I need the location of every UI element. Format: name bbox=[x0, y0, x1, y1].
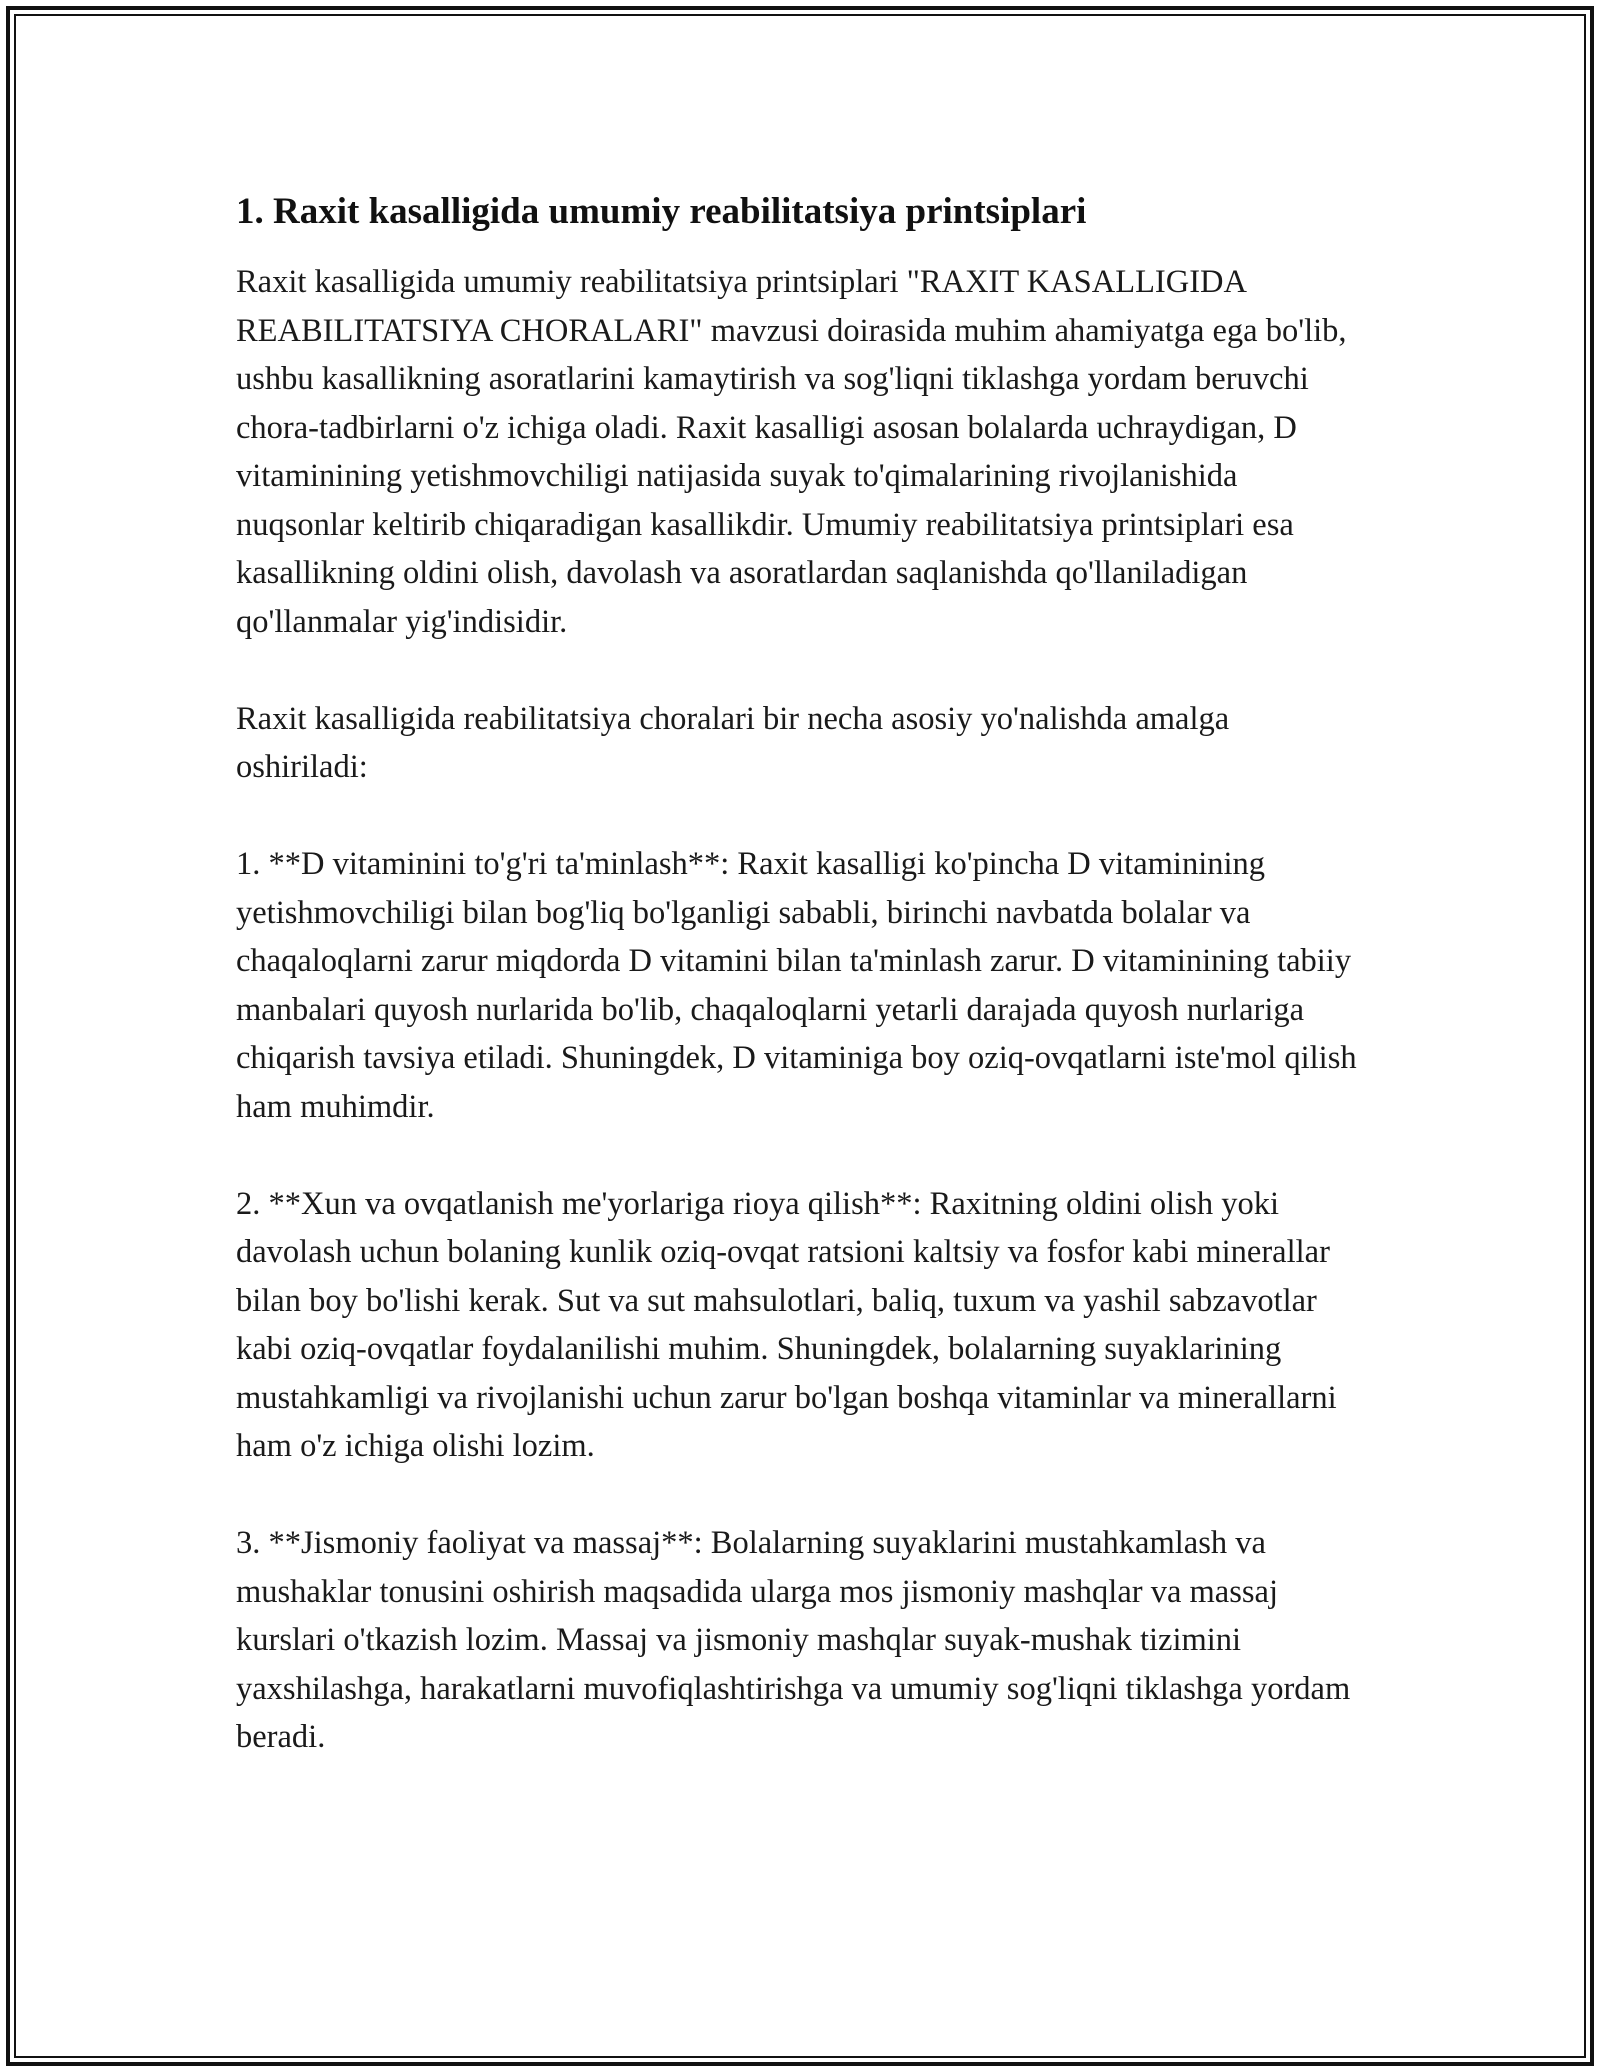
paragraph-directions: Raxit kasalligida reabilitatsiya choralari bir necha asosiy yo'nalishda amalga oshiriladi: bbox=[236, 700, 1230, 785]
list-item-nutrition: 2. **Xun va ovqatlanish me'yorlariga rioya qilish**: Raxitning oldini olish yoki davolash uchun bolaning kunlik oziq-ovqat ratsioni kaltsiy va fosfor kabi minerallar bilan boy bo'lishi kerak. Sut va sut mahsulotlari, baliq, tuxum va yashil sabzavotlar kabi oziq-ovqatlar foydalanilishi muhim. Shuningdek, bolalarning suyaklarining mustahkamligi va rivojlanishi uchun zarur bo'lgan boshqa vitaminlar va minerallarni ham o'z ichiga olishi lozim. bbox=[236, 1185, 1337, 1464]
paragraph-intro: Raxit kasalligida umumiy reabilitatsiya printsiplari "RAXIT KASALLIGIDA REABILITATSIYA CHORALARI" mavzusi doirasida muhim ahamiyatga ega bo'lib, ushbu kasallikning asoratlarini kamaytirish va sog'liqni tiklashga yordam beruvchi chora-tadbirlarni o'z ichiga oladi. Raxit kasalligi asosan bolalarda uchraydigan, D vitaminining yetishmovchiligi natijasida suyak to'qimalarining rivojlanishida nuqsonlar keltirib chiqaradigan kasallikdir. Umumiy reabilitatsiya printsiplari esa kasallikning oldini olish, davolash va asoratlardan saqlanishda qo'llaniladigan qo'llanmalar yig'indisidir. bbox=[236, 264, 1347, 640]
list-item-vitamin-d: 1. **D vitaminini to'g'ri ta'minlash**: Raxit kasalligi ko'pincha D vitaminining yetishmovchiligi bilan bog'liq bo'lganligi sababli, birinchi navbatda bolalar va chaqaloqlarni zarur miqdorda D vitamini bilan ta'minlash zarur. D vitaminining tabiiy manbalari quyosh nurlarida bo'lib, chaqaloqlarni yetarli darajada quyosh nurlariga chiqarish tavsiya etiladi. Shuningdek, D vitaminiga boy oziq-ovqatlarni iste'mol qilish ham muhimdir. bbox=[236, 846, 1357, 1125]
section-heading: 1. Raxit kasalligida umumiy reabilitatsiya printsiplari bbox=[236, 191, 1087, 232]
document-body bbox=[236, 186, 1366, 1810]
list-item-physical-activity: 3. **Jismoniy faoliyat va massaj**: Bolalarning suyaklarini mustahkamlash va mushaklar tonusini oshirish maqsadida ularga mos jismoniy mashqlar va massaj kurslari o'tkazish lozim. Massaj va jismoniy mashqlar suyak-mushak tizimini yaxshilashga, harakatlarni muvofiqlashtirishga va umumiy sog'liqni tiklashga yordam beradi. bbox=[236, 1525, 1351, 1755]
